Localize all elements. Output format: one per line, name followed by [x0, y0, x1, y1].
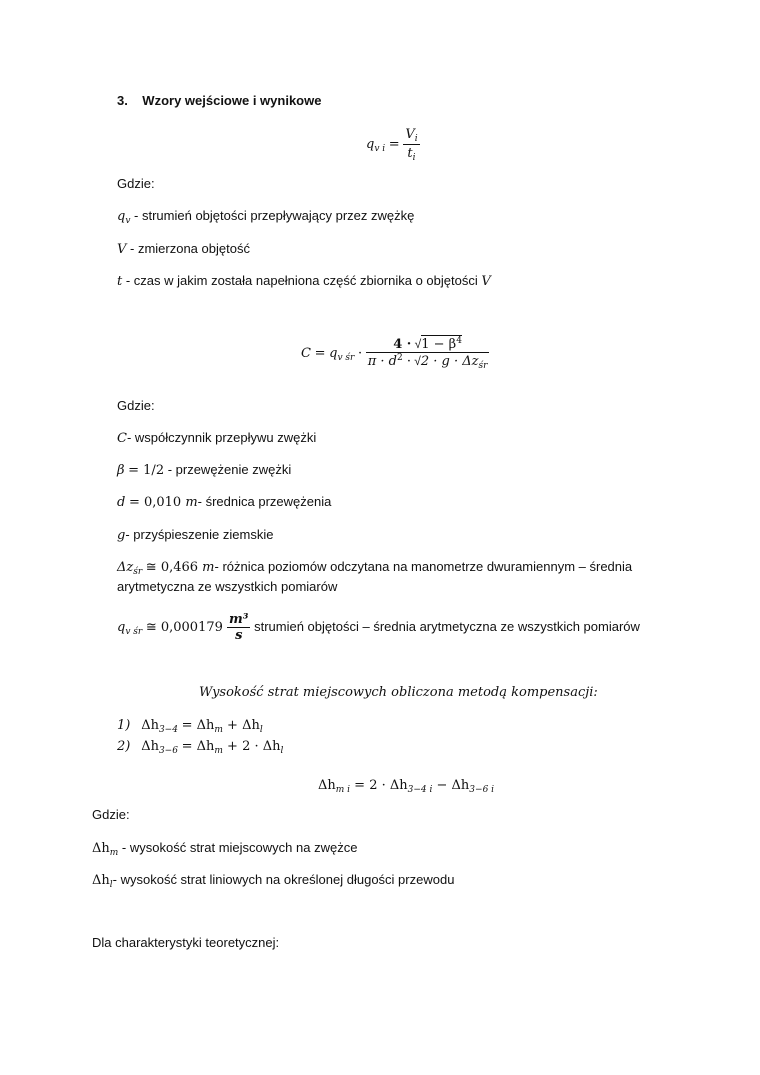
def-dhm: $\Delta h_m$ - wysokość strat miejscowych na zwężce: [92, 840, 358, 858]
def-q-sr: $q_{v śr}$ ≅ 0,000179 $\frac{\text{m³}}{s}$ strumień objętości – średnia arytmetyczna ze wszystkich pomiarów: [117, 612, 640, 643]
section-title: Wzory wejściowe i wynikowe: [142, 93, 322, 108]
def-c: C- współczynnik przepływu zwężki: [117, 430, 317, 446]
section-number: 3.: [117, 93, 128, 108]
final-line: Dla charakterystyki teoretycznej:: [92, 935, 280, 950]
def-t: t - czas w jakim została napełniona część zbiornika o objętości V: [117, 273, 491, 289]
numbered-eq-1: 1) $\Delta h_{3-4} = \Delta h_m + \Delta h_l$: [117, 718, 263, 735]
formula-qv: $q_{v i}$ = $\frac{V_i}{t_i}$: [366, 127, 418, 163]
where-label-1: Gdzie:: [117, 176, 155, 191]
section-heading: [117, 93, 321, 109]
def-d: d = 0,010 m- średnica przewężenia: [117, 494, 332, 510]
def-v: V - zmierzona objętość: [117, 241, 250, 257]
numbered-eq-2: 2) $\Delta h_{3-6} = \Delta h_m + 2 \cdot \Delta h_l$: [117, 739, 284, 756]
where-label-2: Gdzie:: [117, 398, 155, 413]
compensation-title: Wysokość strat miejscowych obliczona metodą kompensacji:: [199, 685, 598, 700]
def-qv: $q_v$ - strumień objętości przepływający przez zwężkę: [117, 208, 415, 226]
formula-dhm: $\Delta h_{m i} = 2 \cdot \Delta h_{3-4 i} - \Delta h_{3-6 i}$: [318, 778, 495, 795]
where-label-3: Gdzie:: [92, 807, 130, 822]
def-dhl: $\Delta h_l-$ wysokość strat liniowych na określonej długości przewodu: [92, 872, 455, 890]
def-beta: β = 1/2 - przewężenie zwężki: [117, 462, 292, 478]
def-g: g- przyśpieszenie ziemskie: [117, 527, 274, 543]
def-dz-line2: arytmetyczna ze wszystkich pomiarów: [117, 579, 338, 594]
def-dz: $\Delta z_{śr}$ ≅ 0,466 m- różnica poziomów odczytana na manometrze dwuramiennym – średnia: [117, 559, 633, 577]
formula-c: $C = q_{v śr}$ · $\frac{4 \cdot √1 - \beta^4}{\pi \cdot d^2 \cdot √2 \cdot g \cdot \Delta z_{śr}}$: [301, 336, 488, 371]
